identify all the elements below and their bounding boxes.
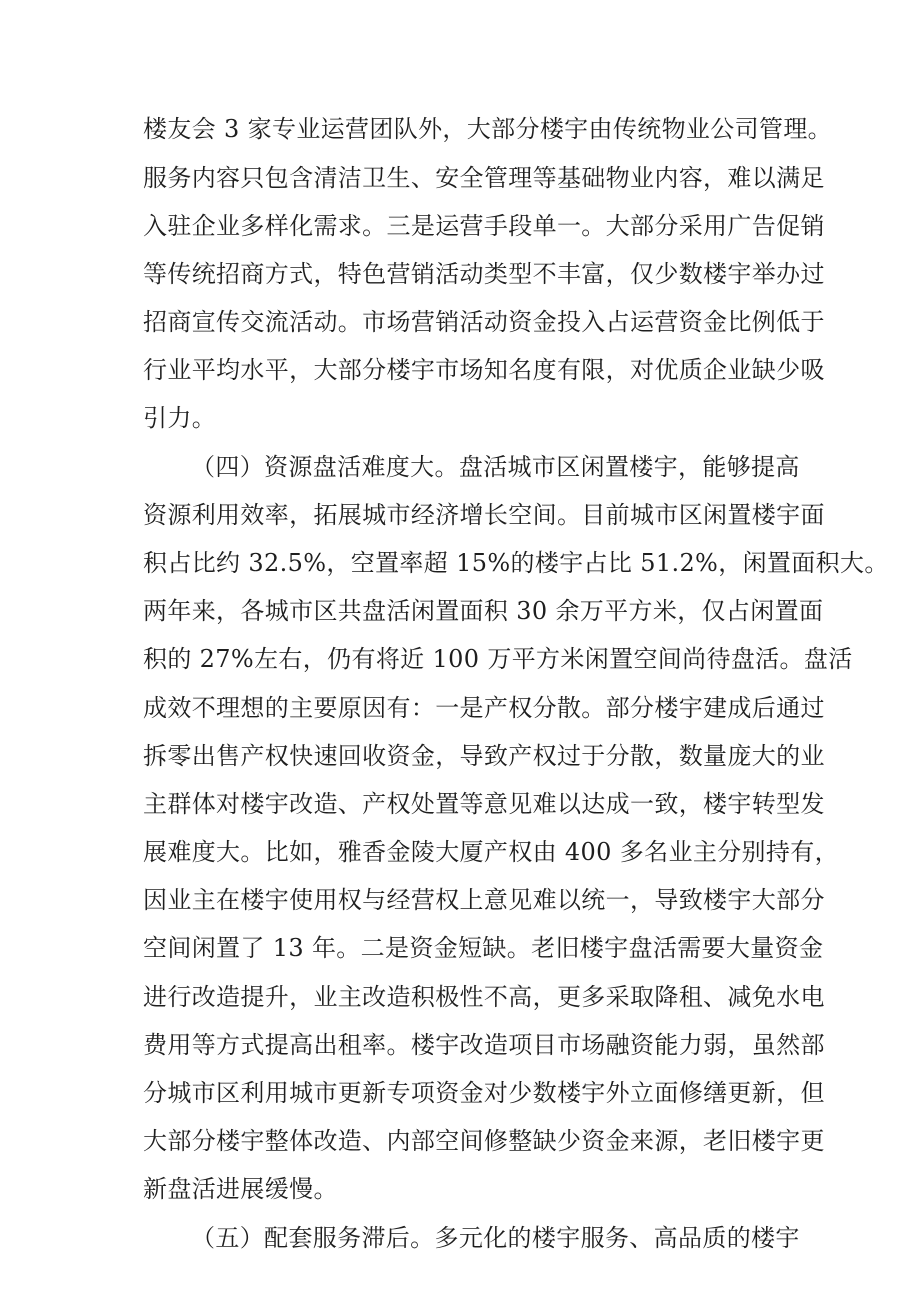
- text-line: 招商宣传交流活动。市场营销活动资金投入占运营资金比例低于: [143, 308, 825, 336]
- text-line: 空间闲置了 13 年。二是资金短缺。老旧楼宇盘活需要大量资金: [143, 934, 824, 962]
- text-line: 引力。: [143, 404, 217, 432]
- text-line: 进行改造提升，业主改造积极性不高，更多采取降租、减免水电: [143, 983, 825, 1011]
- text-line: 成效不理想的主要原因有：一是产权分散。部分楼宇建成后通过: [143, 694, 825, 722]
- text-line: 主群体对楼宇改造、产权处置等意见难以达成一致，楼宇转型发: [143, 790, 825, 818]
- section-heading-line: （四）资源盘活难度大。盘活城市区闲置楼宇，能够提高: [191, 453, 800, 481]
- text-line: 展难度大。比如，雅香金陵大厦产权由 400 多名业主分别持有，: [143, 838, 839, 866]
- text-line: 行业平均水平，大部分楼宇市场知名度有限，对优质企业缺少吸: [143, 356, 825, 384]
- text-line: 两年来，各城市区共盘活闲置面积 30 余万平方米，仅占闲置面: [143, 597, 824, 625]
- text-line: 拆零出售产权快速回收资金，导致产权过于分散，数量庞大的业: [143, 742, 825, 770]
- text-line: 资源利用效率，拓展城市经济增长空间。目前城市区闲置楼宇面: [143, 501, 825, 529]
- text-line: 费用等方式提高出租率。楼宇改造项目市场融资能力弱，虽然部: [143, 1031, 825, 1059]
- text-line: 积的 27%左右，仍有将近 100 万平方米闲置空间尚待盘活。盘活: [143, 645, 853, 673]
- text-line: 新盘活进展缓慢。: [143, 1175, 338, 1203]
- text-line: 积占比约 32.5%，空置率超 15%的楼宇占比 51.2%，闲置面积大。: [143, 549, 889, 577]
- text-line: 楼友会 3 家专业运营团队外，大部分楼宇由传统物业公司管理。: [143, 115, 833, 143]
- text-line: 服务内容只包含清洁卫生、安全管理等基础物业内容，难以满足: [143, 164, 825, 192]
- text-line: 分城市区利用城市更新专项资金对少数楼宇外立面修缮更新，但: [143, 1079, 825, 1107]
- text-line: 因业主在楼宇使用权与经营权上意见难以统一，导致楼宇大部分: [143, 886, 825, 914]
- text-line: 等传统招商方式，特色营销活动类型不丰富，仅少数楼宇举办过: [143, 260, 825, 288]
- text-line: 大部分楼宇整体改造、内部空间修整缺少资金来源，老旧楼宇更: [143, 1127, 825, 1155]
- section-heading-line: （五）配套服务滞后。多元化的楼宇服务、高品质的楼宇: [191, 1224, 800, 1252]
- text-line: 入驻企业多样化需求。三是运营手段单一。大部分采用广告促销: [143, 212, 825, 240]
